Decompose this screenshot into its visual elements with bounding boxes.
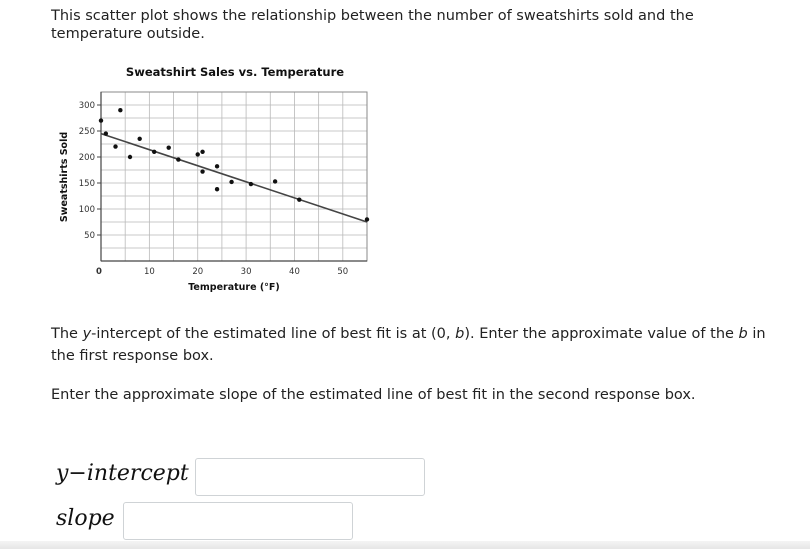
data-point — [200, 150, 204, 154]
y-tick-label: 300 — [78, 101, 95, 111]
data-point — [249, 182, 253, 186]
q1-y-var: y — [82, 326, 92, 342]
data-point — [128, 155, 132, 159]
data-point — [104, 131, 108, 135]
question-intercept-text — [51, 323, 771, 367]
chart-grid — [101, 92, 367, 261]
scatter-chart — [55, 56, 375, 306]
data-point — [113, 144, 117, 148]
intro-text: This scatter plot shows the relationship between the number of sweatshirts sold and the temperature outside. — [51, 8, 694, 42]
intercept-input[interactable] — [195, 458, 425, 496]
data-point — [365, 217, 369, 221]
y-tick-label: 50 — [84, 231, 95, 241]
y-tick-label: 200 — [78, 153, 95, 163]
y-tick-label: 150 — [78, 179, 95, 189]
question-slope-text: Enter the approximate slope of the estimated line of best fit in the second response box. — [51, 387, 696, 403]
data-point — [200, 169, 204, 173]
x-tick-label: 10 — [143, 267, 155, 277]
data-point — [118, 108, 122, 112]
q1-part-1: The — [51, 326, 83, 342]
intercept-label: y−intercept — [56, 461, 189, 486]
data-point — [297, 197, 301, 201]
x-tick-label: 0 — [96, 267, 102, 277]
q1-part-2: -intercept of the estimated line of best fit is at (0, — [91, 326, 456, 342]
x-axis-label: Temperature (°F) — [188, 282, 280, 293]
data-point — [215, 164, 219, 168]
q1-b-var: b — [455, 326, 465, 342]
y-axis-label: Sweatshirts Sold — [59, 131, 70, 223]
data-point — [137, 137, 141, 141]
x-tick-label: 40 — [289, 267, 300, 277]
y-tick-label: 250 — [78, 127, 95, 137]
chart-title: Sweatshirt Sales vs. Temperature — [125, 65, 345, 79]
plot-frame — [101, 92, 367, 261]
data-point — [99, 118, 103, 122]
data-point — [215, 187, 219, 191]
slope-input[interactable] — [123, 502, 353, 540]
x-tick-label: 50 — [337, 267, 349, 277]
data-point — [152, 150, 156, 154]
data-point — [167, 145, 171, 149]
data-point — [176, 157, 180, 161]
data-points — [99, 108, 369, 222]
q1-b-var-2: b — [738, 326, 748, 342]
bottom-edge — [0, 541, 810, 549]
chart-tick-labels — [79, 101, 348, 277]
y-tick-label: 100 — [78, 205, 95, 215]
data-point — [229, 180, 233, 184]
q1-part-4: in the first response box. — [51, 326, 766, 364]
x-tick-label: 30 — [240, 267, 252, 277]
x-tick-label: 20 — [192, 267, 204, 277]
q1-part-3: ). Enter the approximate value of the — [464, 326, 739, 342]
data-point — [273, 179, 277, 183]
slope-label: slope — [56, 506, 115, 531]
data-point — [196, 152, 200, 156]
